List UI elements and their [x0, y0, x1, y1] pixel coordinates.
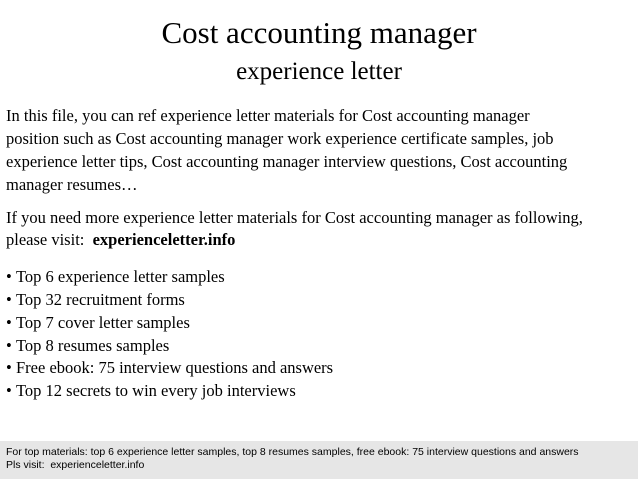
list-item-text: Top 8 resumes samples: [16, 335, 170, 355]
footer-line-1: For top materials: top 6 experience letter samples, top 8 resumes samples, free ebook: 75 interview questions and answers: [6, 446, 579, 458]
list-item: [6, 311, 333, 334]
website-link[interactable]: experienceletter.info: [92, 230, 236, 249]
list-item: [6, 288, 333, 311]
list-item-text: Top 7 cover letter samples: [16, 313, 190, 332]
intro-paragraph: [6, 104, 632, 196]
list-item-text: Top 12 secrets to win every job interviews: [16, 380, 296, 400]
intro-line: manager resumes…: [6, 175, 138, 194]
page-title: [0, 14, 638, 88]
visit-line: If you need more experience letter materials for Cost accounting manager as following,: [6, 208, 583, 227]
title-line-2: experience letter: [236, 58, 402, 85]
visit-prefix: please visit:: [6, 230, 93, 249]
bullet-icon: •: [6, 267, 12, 286]
footer-bar: [0, 441, 638, 479]
intro-line: experience letter tips, Cost accounting manager interview questions, Cost accounting: [6, 152, 568, 171]
bullet-icon: •: [6, 335, 12, 355]
list-item-text: Top 6 experience letter samples: [16, 267, 225, 286]
intro-line: position such as Cost accounting manager work experience certificate samples, job: [6, 129, 554, 148]
list-item-text: Top 32 recruitment forms: [16, 290, 185, 309]
bullet-icon: •: [6, 380, 12, 400]
list-item: [6, 265, 333, 288]
visit-paragraph: [6, 207, 632, 251]
list-item: [6, 356, 333, 379]
footer-line-2: Pls visit: experienceletter.info: [6, 459, 145, 471]
bullet-icon: •: [6, 313, 12, 332]
bullet-icon: •: [6, 358, 12, 377]
list-item-text: Free ebook: 75 interview questions and answers: [16, 358, 334, 377]
intro-line: In this file, you can ref experience letter materials for Cost accounting manager: [6, 106, 530, 125]
list-item: [6, 379, 333, 402]
list-item: [6, 334, 333, 357]
bullet-icon: •: [6, 290, 12, 309]
title-line-1: Cost accounting manager: [161, 15, 477, 50]
bullet-list: [6, 265, 333, 401]
